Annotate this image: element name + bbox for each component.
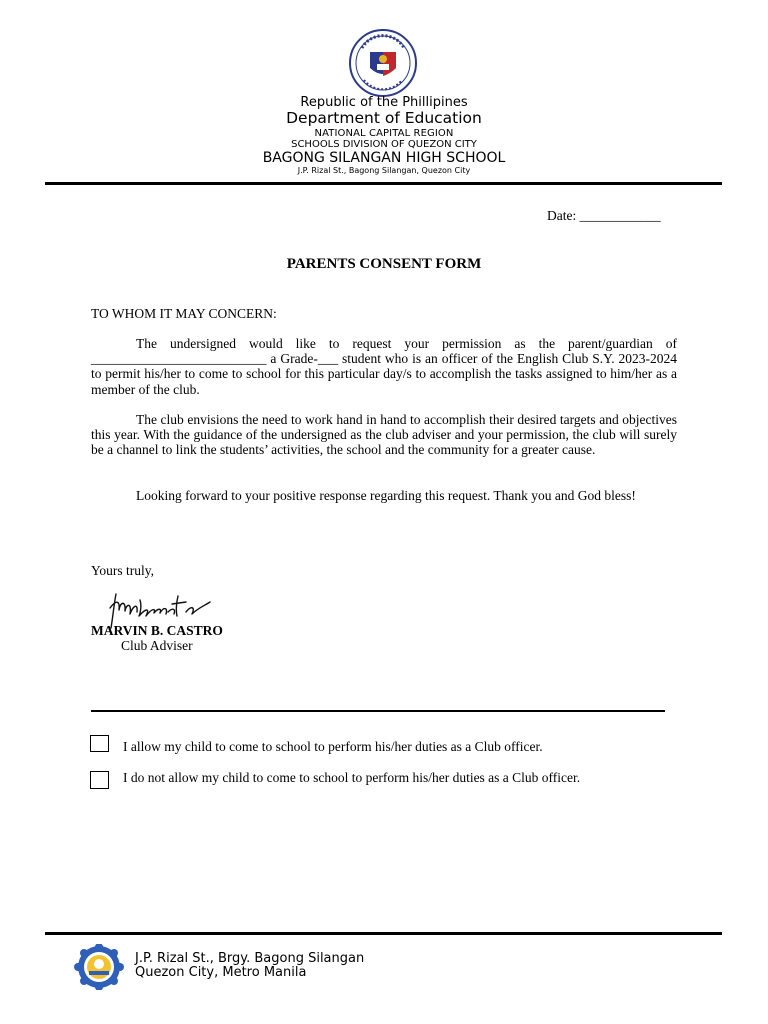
disallow-option-label: I do not allow my child to come to school to perform his/her duties as a Club officer. bbox=[123, 770, 581, 785]
department-name: Department of Education bbox=[286, 109, 482, 127]
allow-option-label: I allow my child to come to school to perform his/her duties as a Club officer. bbox=[123, 739, 543, 754]
request-paragraph: The undersigned would like to request your permission as the parent/guardian of __________________________ a Grade-___ student who is an officer of the English Club S.Y. 2023-2024 to permit his/her to come to school for this particular day/s to accomplish the tasks assigned to him/her as a member of the club. bbox=[91, 336, 677, 397]
school-name: BAGONG SILANGAN HIGH SCHOOL bbox=[262, 150, 506, 166]
footer-address-line-1: J.P. Rizal St., Brgy. Bagong Silangan bbox=[135, 951, 365, 966]
closing-paragraph: Looking forward to your positive response regarding this request. Thank you and God bless! bbox=[136, 488, 636, 503]
footer-divider bbox=[45, 932, 722, 935]
school-logo bbox=[74, 944, 124, 990]
signer-name: MARVIN B. CASTRO bbox=[91, 623, 223, 638]
disallow-checkbox[interactable] bbox=[90, 771, 109, 789]
region-line: NATIONAL CAPITAL REGION bbox=[314, 128, 454, 139]
footer-address-line-2: Quezon City, Metro Manila bbox=[135, 965, 307, 980]
republic-line: Republic of the Phillipines bbox=[300, 95, 468, 110]
header-divider bbox=[45, 182, 722, 185]
vision-paragraph: The club envisions the need to work hand in hand to accomplish their desired targets and objectives this year. With the guidance of the undersigned as the club adviser and your permission, the club will surely be a channel to link the students’ activities, the school and the community for a greater cause. bbox=[91, 412, 677, 458]
closing-salutation: Yours truly, bbox=[91, 563, 155, 578]
deped-seal-logo bbox=[348, 28, 418, 98]
allow-checkbox[interactable] bbox=[90, 735, 109, 752]
reply-slip-divider bbox=[91, 710, 665, 712]
date-field: Date: ____________ bbox=[547, 208, 661, 223]
salutation: TO WHOM IT MAY CONCERN: bbox=[91, 306, 277, 321]
form-title: PARENTS CONSENT FORM bbox=[286, 256, 482, 272]
division-line: SCHOOLS DIVISION OF QUEZON CITY bbox=[291, 139, 477, 150]
signer-role: Club Adviser bbox=[121, 638, 193, 653]
school-address: J.P. Rizal St., Bagong Silangan, Quezon City bbox=[297, 166, 471, 175]
